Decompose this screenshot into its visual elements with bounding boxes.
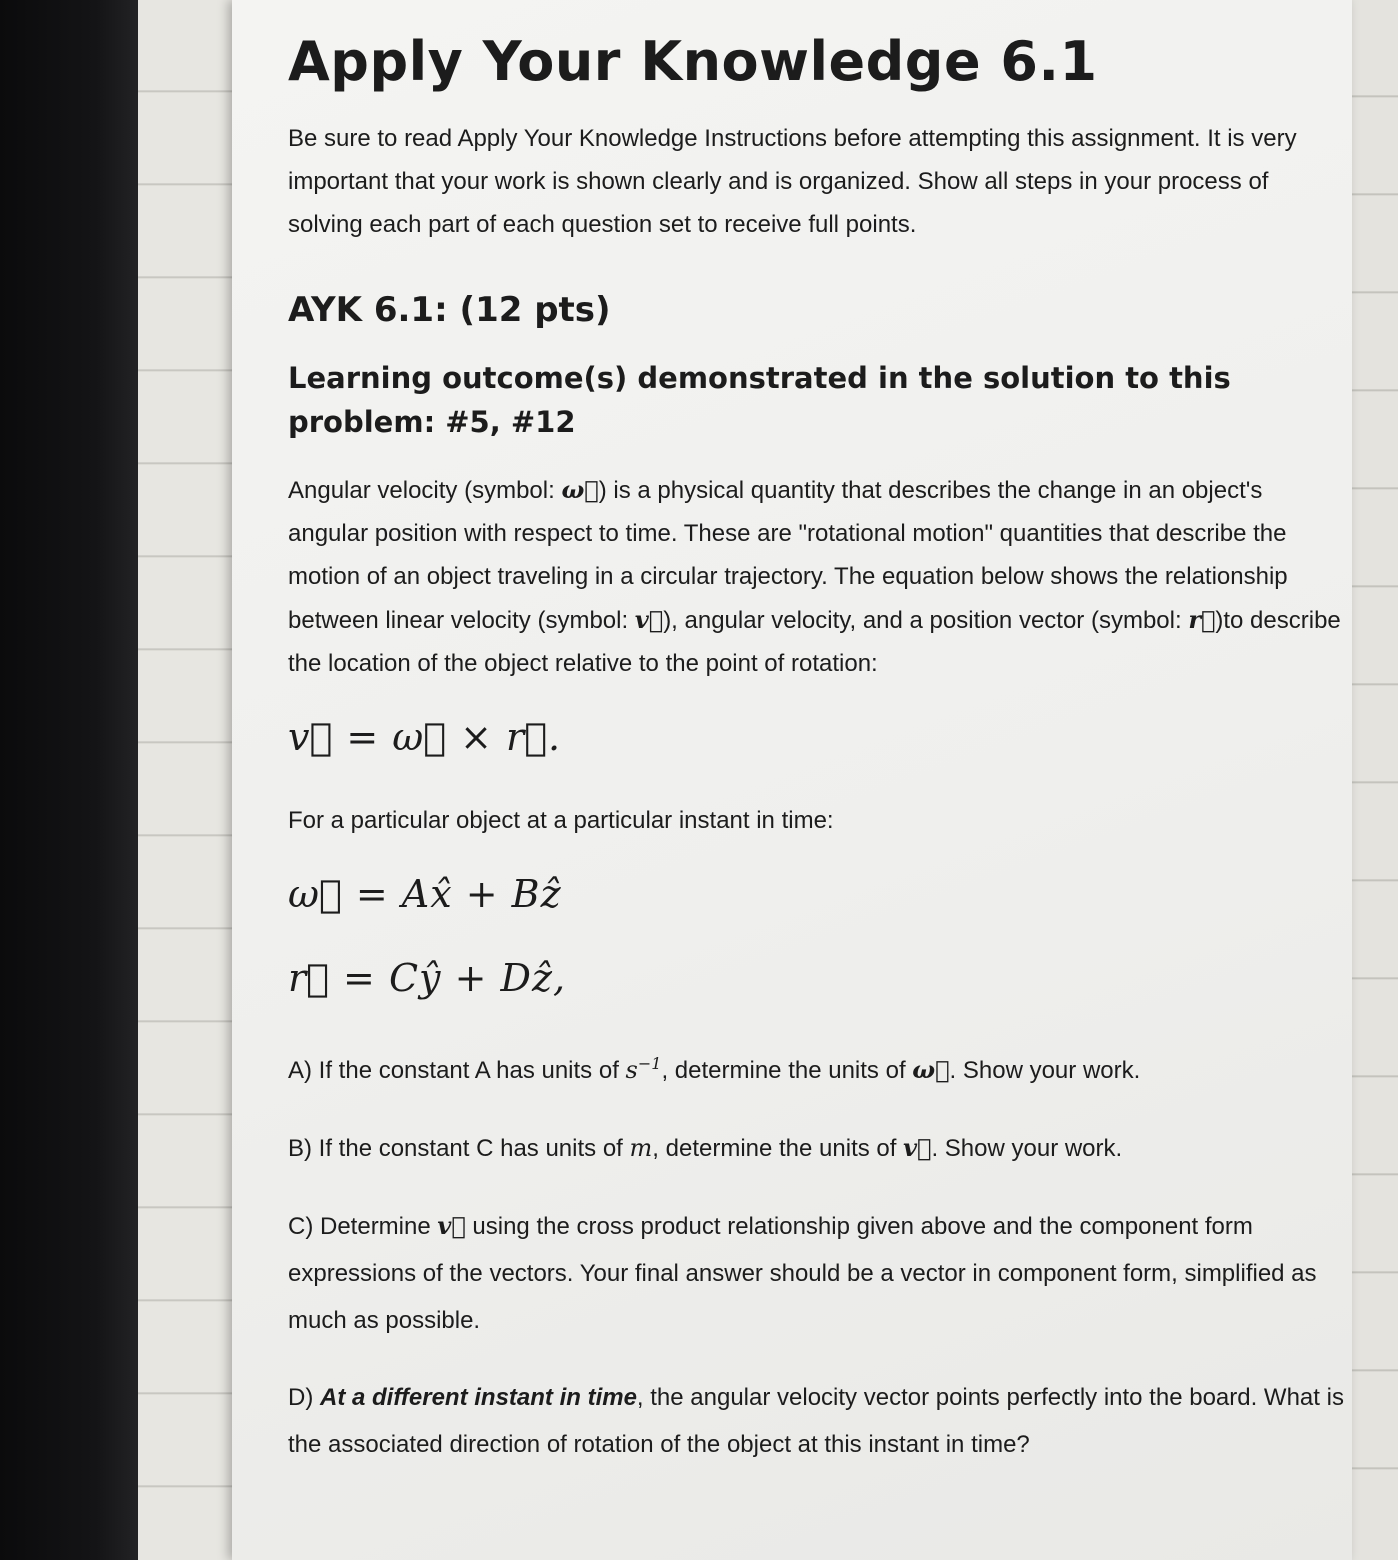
angular-velocity-paragraph	[288, 468, 1348, 685]
page-title: Apply Your Knowledge 6.1	[288, 30, 1098, 93]
question-c-text-1: C) Determine	[288, 1213, 438, 1240]
paragraph-text-4: )to describe the location of the object relative to the point of rotation:	[288, 607, 1341, 677]
question-c-text-2: using the cross product relationship given above and the component form expressions of the vectors. Your final answer should be a vector in component form, simplified as much as possible.	[288, 1213, 1317, 1334]
question-b-unit: m	[629, 1134, 653, 1162]
question-d-text-2: , the angular velocity vector points perfectly into the board. What is the associated direction of rotation of the object at this instant in time?	[288, 1384, 1344, 1458]
question-b	[288, 1124, 1348, 1172]
question-d-emphasis: At a different instant in time	[320, 1384, 637, 1411]
question-a-unit-base: s	[625, 1056, 638, 1084]
question-b-text-3: . Show your work.	[931, 1135, 1123, 1162]
paragraph-text-2: ) is a physical quantity that describes the change in an object's angular position with respect to time. These are "rotational motion" quantities that describe the motion of an object traveling in a circular trajectory. The equation below shows the relationship between linear velocity (symbol:	[288, 477, 1288, 634]
omega-equation: ω⃗ = Ax̂ + Bẑ	[288, 872, 562, 916]
question-a-text-2: , determine the units of	[661, 1057, 913, 1084]
question-a-omega-symbol: ω⃗	[912, 1055, 950, 1084]
v-symbol: v⃗	[634, 605, 664, 634]
question-b-text-1: B) If the constant C has units of	[288, 1135, 630, 1162]
cross-product-equation: v⃗ = ω⃗ × r⃗.	[288, 715, 562, 759]
paragraph-text-1: Angular velocity (symbol:	[288, 477, 562, 504]
question-b-v-symbol: v⃗	[903, 1133, 932, 1162]
section-heading: AYK 6.1: (12 pts)	[288, 290, 611, 330]
question-a-text-3: . Show your work.	[949, 1057, 1141, 1084]
r-equation: r⃗ = Cŷ + Dẑ,	[288, 956, 567, 1000]
learning-outcomes-heading: Learning outcome(s) demonstrated in the solution to this problem: #5, #12	[288, 361, 1231, 439]
paragraph-text-3: ), angular velocity, and a position vector (symbol:	[663, 607, 1189, 634]
question-c	[288, 1202, 1348, 1344]
question-c-v-symbol: v⃗	[437, 1211, 466, 1240]
question-a-text-1: A) If the constant A has units of	[288, 1057, 626, 1084]
r-symbol: r⃗	[1188, 605, 1216, 634]
question-d	[288, 1374, 1348, 1468]
question-d-text-1: D)	[288, 1384, 320, 1411]
sheet-content	[288, 30, 1348, 1498]
omega-symbol: ω⃗	[561, 475, 599, 504]
question-a-unit	[626, 1056, 662, 1084]
question-b-text-2: , determine the units of	[652, 1135, 904, 1162]
question-a	[288, 1040, 1348, 1094]
assignment-sheet	[232, 0, 1352, 1560]
particular-instant-text: For a particular object at a particular instant in time:	[288, 807, 834, 834]
desk-background	[0, 0, 160, 1560]
intro-paragraph: Be sure to read Apply Your Knowledge Instructions before attempting this assignment. It is very important that your work is shown clearly and is organized. Show all steps in your process of solving each part of each question set to receive full points.	[288, 125, 1297, 238]
question-a-unit-exponent: −1	[637, 1054, 662, 1073]
